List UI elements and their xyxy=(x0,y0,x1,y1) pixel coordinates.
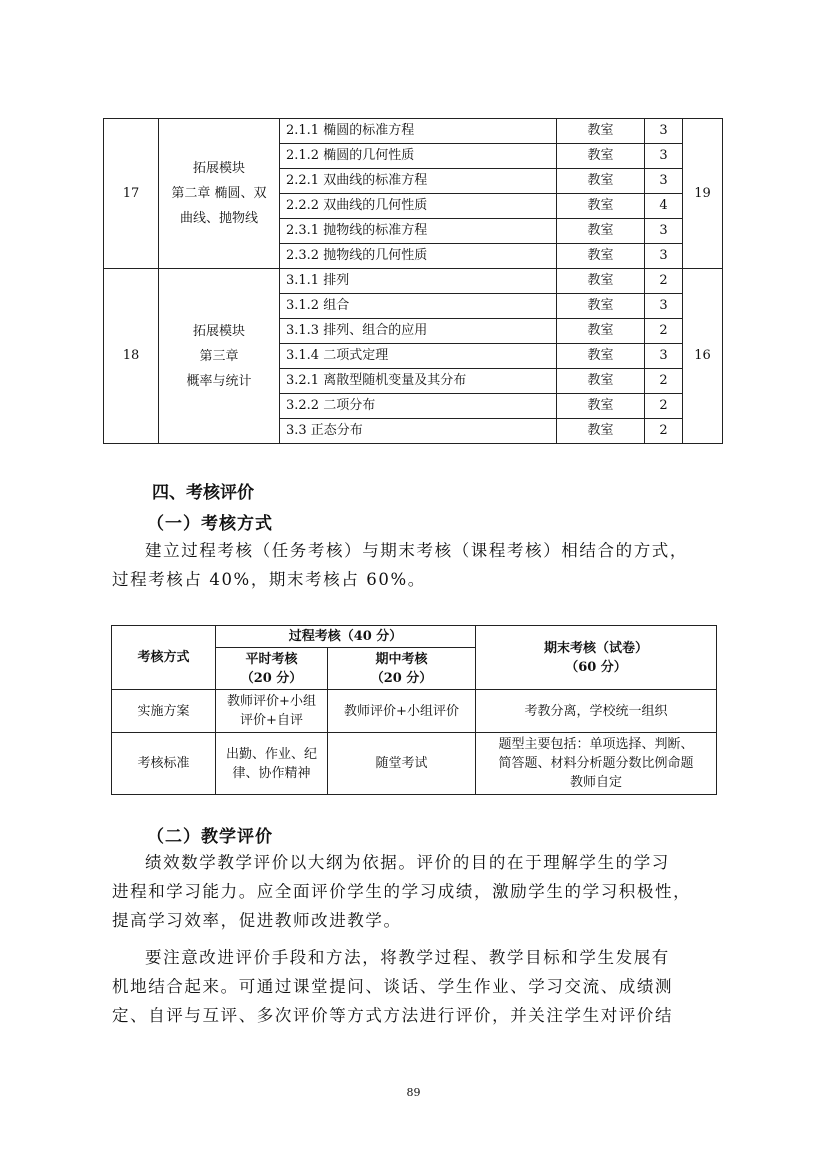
row-plan-midterm: 教师评价+小组评价 xyxy=(328,690,476,733)
header-method: 考核方式 xyxy=(112,626,216,690)
row-standard-final xyxy=(476,733,717,795)
topic-cell: 3.2.2 二项分布 xyxy=(280,394,557,419)
header-final-line-2: （60 分） xyxy=(565,659,627,675)
place-cell: 教室 xyxy=(557,394,645,419)
row-standard-daily xyxy=(216,733,328,795)
paragraph-3-line-1: 要注意改进评价手段和方法，将教学过程、教学目标和学生发展有 xyxy=(145,948,670,967)
module-line: 曲线、抛物线 xyxy=(179,211,258,226)
row-plan-final: 考教分离，学校统一组织 xyxy=(476,690,717,733)
place-cell: 教室 xyxy=(557,144,645,169)
paragraph-3-line-3: 定、自评与互评、多次评价等方式方法进行评价，并关注学生对评价结 xyxy=(112,1006,674,1025)
hours-cell: 2 xyxy=(645,369,683,394)
header-midterm xyxy=(328,648,476,690)
paragraph-2-line-1: 绩效数学教学评价以大纲为依据。评价的目的在于理解学生的学习 xyxy=(145,853,670,872)
hours-cell: 3 xyxy=(645,244,683,269)
hours-cell: 3 xyxy=(645,169,683,194)
place-cell: 教室 xyxy=(557,269,645,294)
topic-cell: 2.3.2 抛物线的几何性质 xyxy=(280,244,557,269)
topic-cell: 3.1.1 排列 xyxy=(280,269,557,294)
row-plan-daily-line-1: 教师评价+小组 xyxy=(227,694,316,709)
topic-cell: 3.1.2 组合 xyxy=(280,294,557,319)
row-standard-daily-line-1: 出勤、作业、纪 xyxy=(225,746,317,762)
place-cell: 教室 xyxy=(557,244,645,269)
place-cell: 教室 xyxy=(557,194,645,219)
row-standard-final-line-1: 题型主要包括：单项选择、判断、 xyxy=(498,737,694,752)
place-cell: 教室 xyxy=(557,369,645,394)
row-plan-daily xyxy=(216,690,328,733)
module-line: 概率与统计 xyxy=(186,373,252,389)
hours-cell: 3 xyxy=(645,119,683,144)
total-hours: 19 xyxy=(683,119,723,269)
row-standard-label: 考核标准 xyxy=(112,733,216,795)
topic-cell: 2.1.1 椭圆的标准方程 xyxy=(280,119,557,144)
paragraph-2 xyxy=(112,848,727,935)
topic-cell: 3.2.1 离散型随机变量及其分布 xyxy=(280,369,557,394)
hours-cell: 3 xyxy=(645,294,683,319)
paragraph-2-line-2: 进程和学习能力。应全面评价学生的学习成绩，激励学生的学习积极性， xyxy=(112,882,692,901)
hours-cell: 2 xyxy=(645,419,683,444)
header-daily xyxy=(216,648,328,690)
row-standard-final-line-3: 教师自定 xyxy=(569,775,622,790)
topic-cell: 2.2.1 双曲线的标准方程 xyxy=(280,169,557,194)
schedule-table xyxy=(103,118,723,444)
topic-cell: 2.3.1 抛物线的标准方程 xyxy=(280,219,557,244)
place-cell: 教室 xyxy=(557,169,645,194)
section-heading: 四、考核评价 xyxy=(152,483,254,503)
hours-cell: 4 xyxy=(645,194,683,219)
schedule-row xyxy=(104,269,723,294)
module-cell xyxy=(159,119,280,269)
hours-cell: 2 xyxy=(645,394,683,419)
place-cell: 教室 xyxy=(557,319,645,344)
paragraph-1-line-1: 建立过程考核（任务考核）与期末考核（课程考核）相结合的方式， xyxy=(145,541,688,560)
topic-cell: 3.3 正态分布 xyxy=(280,419,557,444)
schedule-row xyxy=(104,119,723,144)
place-cell: 教室 xyxy=(557,419,645,444)
module-cell xyxy=(159,269,280,444)
row-standard-midterm: 随堂考试 xyxy=(328,733,476,795)
row-standard-final-line-2: 简答题、材料分析题分数比例命题 xyxy=(498,756,694,771)
hours-cell: 2 xyxy=(645,269,683,294)
place-cell: 教室 xyxy=(557,344,645,369)
module-line: 拓展模块 xyxy=(192,323,245,339)
schedule-table-body xyxy=(104,119,723,444)
subsection-heading-2: （二）教学评价 xyxy=(147,827,273,847)
header-midterm-line-2: （20 分） xyxy=(370,670,433,686)
hours-cell: 3 xyxy=(645,144,683,169)
lesson-number: 18 xyxy=(104,269,159,444)
topic-cell: 3.1.4 二项式定理 xyxy=(280,344,557,369)
header-midterm-line-1: 期中考核 xyxy=(375,651,428,667)
hours-cell: 2 xyxy=(645,319,683,344)
hours-cell: 3 xyxy=(645,219,683,244)
header-final-line-1: 期末考核（试卷） xyxy=(543,640,648,656)
header-daily-line-2: （20 分） xyxy=(240,670,303,686)
row-standard-daily-line-2: 律、协作精神 xyxy=(232,765,311,781)
paragraph-1 xyxy=(112,536,727,594)
paragraph-3 xyxy=(112,943,727,1030)
place-cell: 教室 xyxy=(557,119,645,144)
lesson-number: 17 xyxy=(104,119,159,269)
header-process: 过程考核（40 分） xyxy=(216,626,476,648)
module-line: 拓展模块 xyxy=(192,161,245,176)
header-final xyxy=(476,626,717,690)
topic-cell: 2.1.2 椭圆的几何性质 xyxy=(280,144,557,169)
topic-cell: 2.2.2 双曲线的几何性质 xyxy=(280,194,557,219)
page-number: 89 xyxy=(406,1086,421,1099)
paragraph-3-line-2: 机地结合起来。可通过课堂提问、谈话、学生作业、学习交流、成绩测 xyxy=(112,977,674,996)
module-line: 第二章 椭圆、双 xyxy=(171,186,267,201)
header-daily-line-1: 平时考核 xyxy=(245,651,298,667)
row-plan-daily-line-2: 评价+自评 xyxy=(240,713,303,728)
row-plan-label: 实施方案 xyxy=(112,690,216,733)
assessment-table xyxy=(111,625,717,795)
topic-cell: 3.1.3 排列、组合的应用 xyxy=(280,319,557,344)
subsection-heading-1: （一）考核方式 xyxy=(147,514,273,534)
module-line: 第三章 xyxy=(199,348,239,364)
hours-cell: 3 xyxy=(645,344,683,369)
place-cell: 教室 xyxy=(557,294,645,319)
paragraph-1-line-2: 过程考核占 40%，期末考核占 60%。 xyxy=(112,570,426,589)
total-hours: 16 xyxy=(683,269,723,444)
paragraph-2-line-3: 提高学习效率，促进教师改进教学。 xyxy=(112,911,402,930)
place-cell: 教室 xyxy=(557,219,645,244)
